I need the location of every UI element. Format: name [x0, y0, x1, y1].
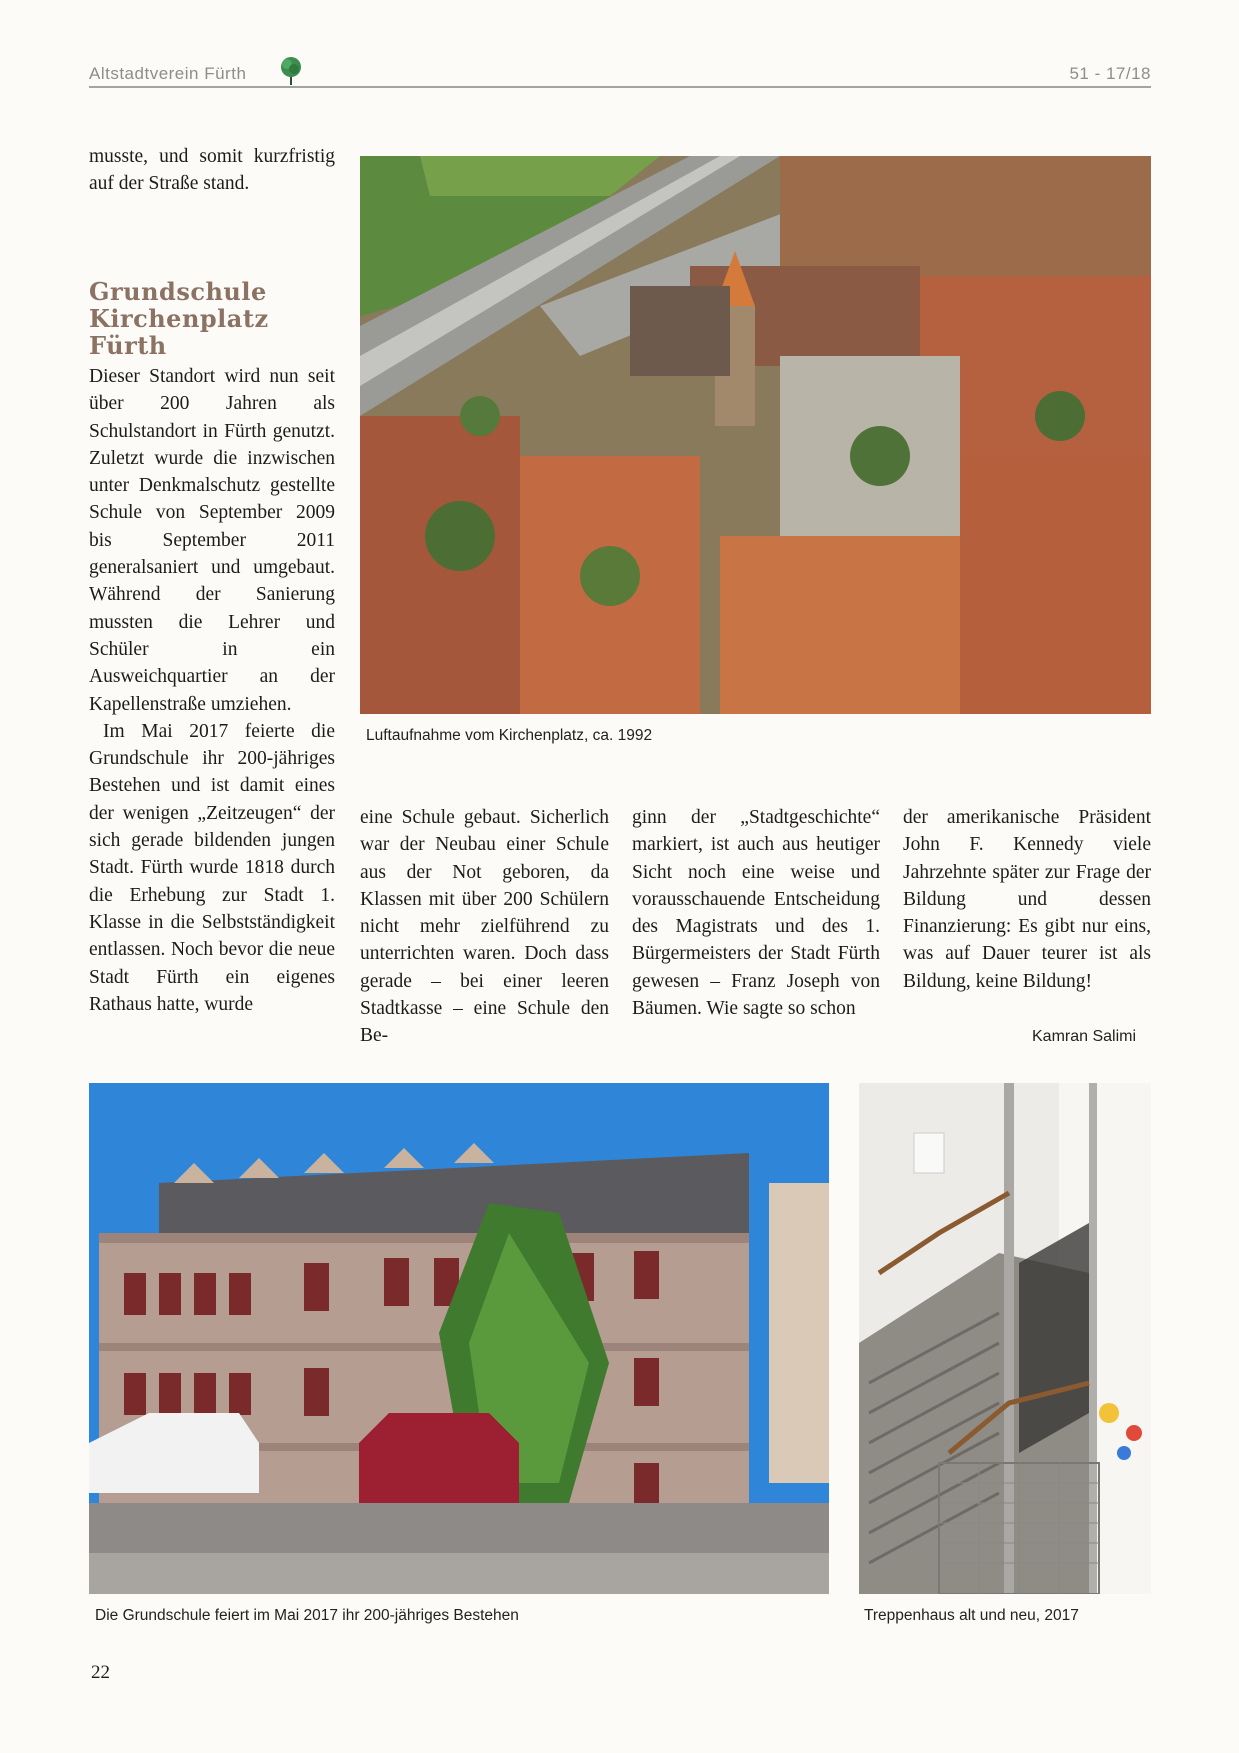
staircase-photo-caption: Treppenhaus alt und neu, 2017	[864, 1607, 1079, 1624]
paragraph-col3: ginn der „Stadtgeschichte“ markiert, ist auch aus heutiger Sicht noch eine weise und vorausschauende Entscheidung des Magistrats und des 1. Bürgermeisters der Stadt Fürth gewesen – Franz Joseph von Bäumen. Wie sagte so schon	[632, 807, 880, 1020]
header-publication: Altstadtverein Fürth	[89, 64, 247, 83]
column-1	[89, 363, 335, 1018]
aerial-photo	[360, 156, 1151, 714]
school-building-illustration	[89, 1083, 829, 1594]
paragraph-col2: eine Schule gebaut. Sicherlich war der Neubau einer Schule aus der Not geboren, da Klassen mit über 200 Schülern nicht mehr zielführend zu unterrichten waren. Doch dass gerade – bei einer leeren Stadtkasse – eine Schule den Be-	[360, 807, 609, 1047]
school-photo-caption: Die Grundschule feiert im Mai 2017 ihr 200-jähriges Bestehen	[95, 1607, 519, 1624]
paragraph-continuation: musste, und somit kurzfristig auf der Straße stand.	[89, 146, 335, 195]
paragraph-1: Dieser Standort wird nun seit über 200 Jahren als Schulstandort in Fürth genutzt. Zuletzt wurde die inzwischen unter Denkmalschutz gestellte Schule von September 2009 bis September 2011 generalsaniert und umgebaut. Während der Sanierung mussten die Lehrer und Schüler in ein Ausweichquartier an der Kapellenstraße umziehen.	[89, 366, 335, 715]
staircase-illustration	[859, 1083, 1151, 1594]
page-number: 22	[91, 1662, 110, 1683]
staircase-photo	[859, 1083, 1151, 1594]
column-4	[903, 804, 1151, 995]
aerial-photo-caption: Luftaufnahme vom Kirchenplatz, ca. 1992	[366, 727, 653, 744]
column-1-continuation	[89, 143, 335, 198]
column-2	[360, 804, 609, 1050]
header-issue: 51 - 17/18	[1069, 64, 1151, 83]
paragraph-2: Im Mai 2017 feierte die Grundschule ihr 200-jähriges Bestehen und ist damit eines der wenigen „Zeitzeugen“ der sich gerade bildenden jungen Stadt. Fürth wurde 1818 durch die Erhebung zur Stadt 1. Klasse in die Selbstständigkeit entlassen. Noch bevor die neue Stadt Fürth ein eigenes Rathaus hatte, wurde	[89, 720, 335, 1015]
column-3	[632, 804, 880, 1022]
school-building-photo	[89, 1083, 829, 1594]
tree-logo-icon	[279, 56, 303, 86]
paragraph-col4: der amerikanische Präsident John F. Kennedy viele Jahrzehnte später zur Frage der Bildung und dessen Finanzierung: Es gibt nur eins, was auf Dauer teurer ist als Bildung, keine Bildung!	[903, 807, 1151, 992]
author-name: Kamran Salimi	[1032, 1028, 1137, 1045]
running-header	[89, 56, 1151, 88]
section-heading: Grundschule Kirchenplatz Fürth	[89, 277, 269, 360]
aerial-photo-illustration	[360, 156, 1151, 714]
